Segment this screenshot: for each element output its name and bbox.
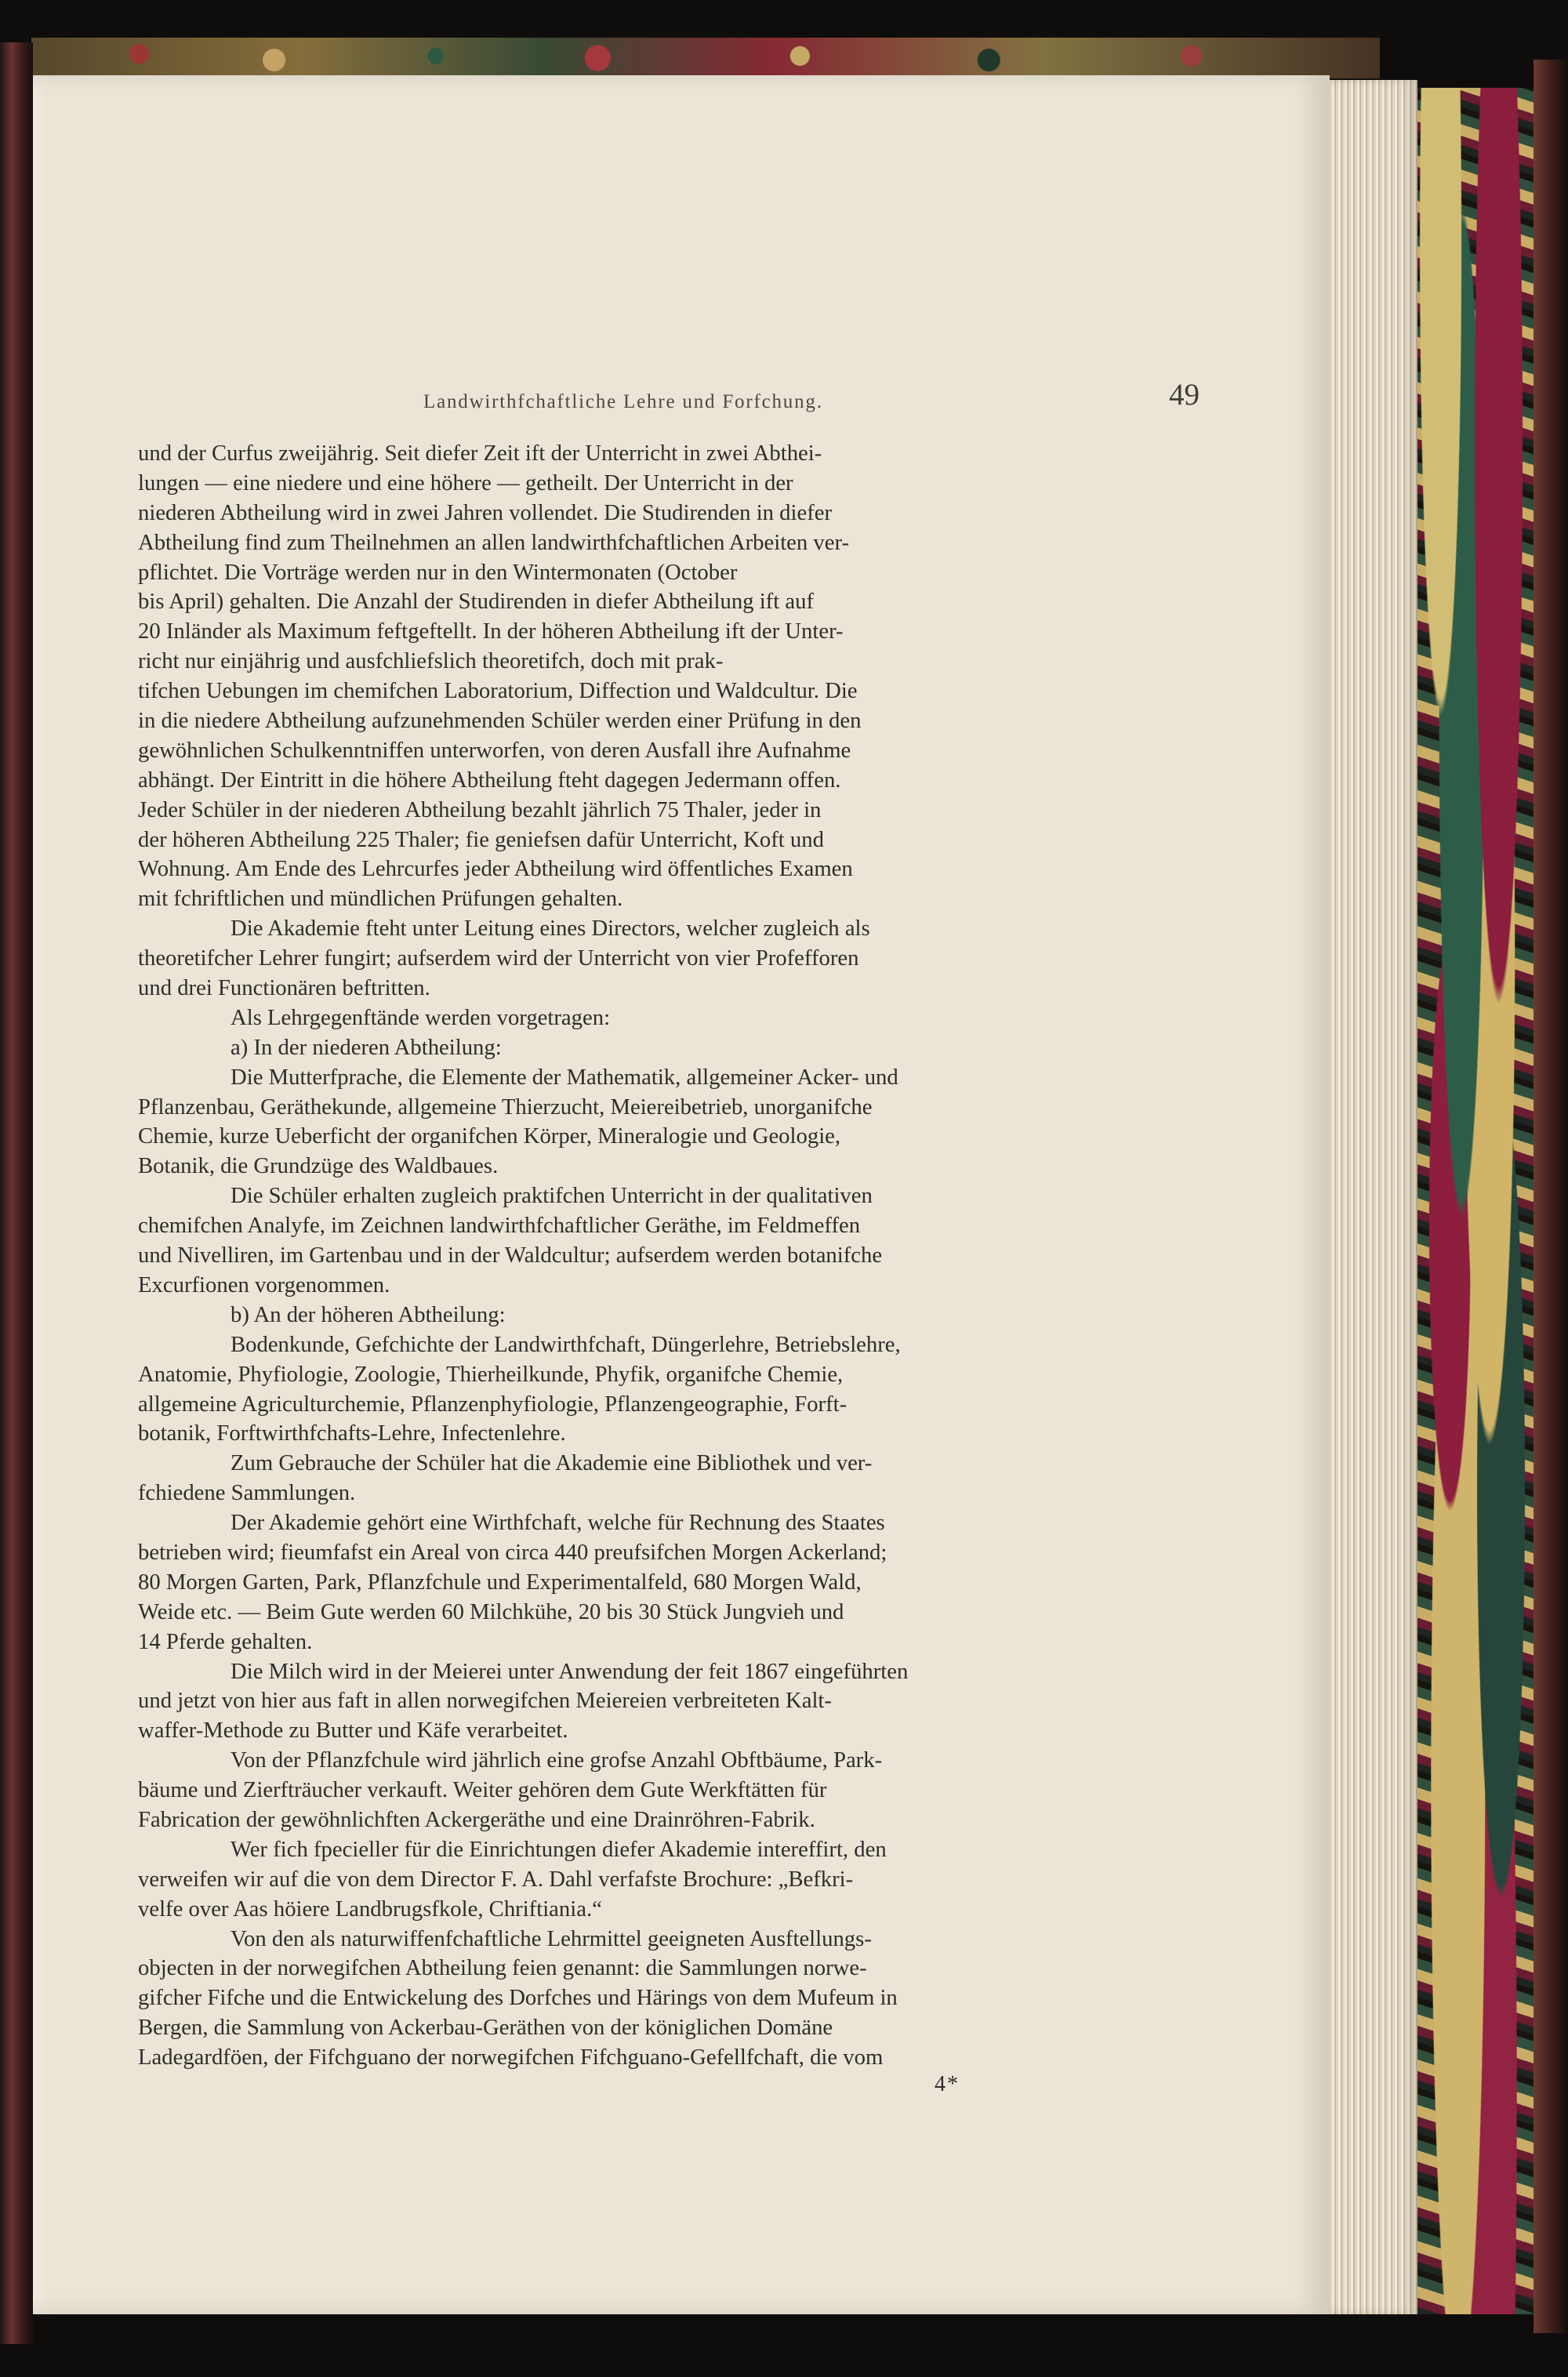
text-line-5: pflichtet. Die Vorträge werden nur in den Wintermonaten (October (138, 559, 738, 585)
text-line-1: und der Curfus zweijährig. Seit diefer Zeit ift der Unterricht in zwei Abthei- (138, 441, 822, 466)
text-line-33: allgemeine Agriculturchemie, Pflanzenphyfiologie, Pflanzengeographie, Forft- (138, 1391, 848, 1417)
text-line-21: a) In der niederen Abtheilung: (230, 1034, 502, 1060)
text-line-32: Anatomie, Phyfiologie, Zoologie, Thierheilkunde, Phyfik, organifche Chemie, (138, 1361, 844, 1387)
text-line-50: velfe over Aas höiere Landbrugsfkole, Chriftiania.“ (138, 1896, 602, 1922)
left-book-cover-edge (0, 42, 33, 2344)
text-line-22: Die Mutterfprache, die Elemente der Mathematik, allgemeiner Acker- und (230, 1064, 898, 1090)
text-line-36: fchiedene Sammlungen. (138, 1480, 356, 1506)
text-line-44: waffer-Methode zu Butter und Käfe verarbeitet. (138, 1718, 568, 1744)
text-line-8: richt nur einjährig und ausfchliefslich theoretifch, doch mit prak- (138, 648, 724, 674)
text-line-52: objecten in der norwegifchen Abtheilung feien genannt: die Sammlungen norwe- (138, 1955, 867, 1981)
text-line-30: b) An der höheren Abtheilung: (230, 1301, 506, 1327)
text-line-38: betrieben wird; fieumfafst ein Areal von circa 440 preufsifchen Morgen Ackerland; (138, 1539, 887, 1565)
text-line-20: Als Lehrgegenftände werden vorgetragen: (230, 1004, 611, 1030)
text-line-48: Wer fich fpecieller für die Einrichtungen diefer Akademie intereffirt, den (230, 1836, 887, 1862)
body-text (138, 439, 1190, 2073)
running-head: Landwirthfchaftliche Lehre und Forfchung. (423, 391, 823, 412)
text-line-2: lungen — eine niedere und eine höhere — getheilt. Der Unterricht in der (138, 470, 793, 495)
text-line-49: verweifen wir auf die von dem Director F. A. Dahl verfafste Brochure: „Befkri- (138, 1866, 854, 1892)
text-line-51: Von den als naturwiffenfchaftliche Lehrmittel geeigneten Ausftellungs- (230, 1925, 872, 1951)
text-line-47: Fabrication der gewöhnlichften Ackergeräthe und eine Drainröhren-Fabrik. (138, 1806, 815, 1832)
text-line-41: 14 Pferde gehalten. (138, 1628, 313, 1654)
text-line-46: bäume und Zierfträucher verkauft. Weiter gehören dem Gute Werkftätten für (138, 1777, 827, 1803)
text-line-42: Die Milch wird in der Meierei unter Anwendung der feit 1867 eingeführten (230, 1658, 909, 1684)
text-line-4: Abtheilung find zum Theilnehmen an allen landwirthfchaftlichen Arbeiten ver- (138, 529, 850, 555)
text-line-43: und jetzt von hier aus faft in allen norwegifchen Meiereien verbreiteten Kalt- (138, 1688, 832, 1714)
text-line-31: Bodenkunde, Gefchichte der Landwirthfchaft, Düngerlehre, Betriebslehre, (230, 1331, 901, 1357)
text-line-16: mit fchriftlichen und mündlichen Prüfungen gehalten. (138, 886, 623, 912)
text-line-34: botanik, Forftwirthfchafts-Lehre, Infectenlehre. (138, 1421, 566, 1446)
page-number: 49 (1169, 378, 1200, 412)
text-line-29: Excurfionen vorgenommen. (138, 1272, 390, 1297)
text-line-10: in die niedere Abtheilung aufzunehmenden Schüler werden einer Prüfung in den (138, 708, 862, 734)
right-marbled-edge (1417, 88, 1534, 2314)
text-line-35: Zum Gebrauche der Schüler hat die Akademie eine Bibliothek und ver- (230, 1450, 873, 1476)
text-line-3: niederen Abtheilung wird in zwei Jahren vollendet. Die Studirenden in diefer (138, 499, 833, 525)
signature-mark: 4* (935, 2072, 960, 2096)
text-line-12: abhängt. Der Eintritt in die höhere Abtheilung fteht dagegen Jedermann offen. (138, 767, 841, 793)
text-line-27: chemifchen Analyfe, im Zeichnen landwirthfchaftlicher Geräthe, im Feldmeffen (138, 1213, 861, 1239)
text-line-6: bis April) gehalten. Die Anzahl der Studirenden in diefer Abtheilung ift auf (138, 589, 814, 615)
text-line-26: Die Schüler erhalten zugleich praktifchen Unterricht in der qualitativen (230, 1183, 873, 1209)
text-line-23: Pflanzenbau, Geräthekunde, allgemeine Thierzucht, Meiereibetrieb, unorganifche (138, 1094, 873, 1120)
text-line-54: Bergen, die Sammlung von Ackerbau-Geräthen von der königlichen Domäne (138, 2015, 833, 2041)
text-line-55: Ladegardföen, der Fifchguano der norwegifchen Fifchguano-Gefellfchaft, die vom (138, 2045, 884, 2070)
text-line-37: Der Akademie gehört eine Wirthfchaft, welche für Rechnung des Staates (230, 1510, 885, 1536)
text-line-39: 80 Morgen Garten, Park, Pflanzfchule und Experimentalfeld, 680 Morgen Wald, (138, 1569, 862, 1595)
right-book-cover-edge (1534, 60, 1568, 2333)
text-line-25: Botanik, die Grundzüge des Waldbaues. (138, 1153, 499, 1179)
text-line-40: Weide etc. — Beim Gute werden 60 Milchkühe, 20 bis 30 Stück Jungvieh und (138, 1599, 844, 1624)
text-line-24: Chemie, kurze Ueberficht der organifchen Körper, Mineralogie und Geologie, (138, 1123, 841, 1149)
text-line-14: der höheren Abtheilung 225 Thaler; fie geniefsen dafür Unterricht, Koft und (138, 826, 824, 852)
text-line-17: Die Akademie fteht unter Leitung eines Directors, welcher zugleich als (230, 916, 870, 942)
text-line-18: theoretifcher Lehrer fungirt; aufserdem wird der Unterricht von vier Profefforen (138, 945, 859, 971)
text-line-13: Jeder Schüler in der niederen Abtheilung bezahlt jährlich 75 Thaler, jeder in (138, 797, 822, 822)
page-stack-edge (1330, 80, 1417, 2314)
text-line-11: gewöhnlichen Schulkenntniffen unterworfen, von deren Ausfall ihre Aufnahme (138, 737, 851, 763)
text-line-15: Wohnung. Am Ende des Lehrcurfes jeder Abtheilung wird öffentliches Examen (138, 856, 853, 882)
text-line-19: und drei Functionären beftritten. (138, 975, 430, 1001)
book-page (33, 75, 1330, 2314)
page-header (138, 378, 1200, 430)
text-line-28: und Nivelliren, im Gartenbau und in der Waldcultur; aufserdem werden botanifche (138, 1243, 883, 1268)
text-line-53: gifcher Fifche und die Entwickelung des Dorfches und Härings von dem Mufeum in (138, 1985, 898, 2011)
text-line-7: 20 Inländer als Maximum feftgeftellt. In der höheren Abtheilung ift der Unter- (138, 619, 844, 644)
text-line-9: tifchen Uebungen im chemifchen Laboratorium, Diffection und Waldcultur. Die (138, 678, 858, 704)
text-line-45: Von der Pflanzfchule wird jährlich eine grofse Anzahl Obftbäume, Park- (230, 1747, 883, 1773)
top-marbled-edge (31, 38, 1380, 78)
